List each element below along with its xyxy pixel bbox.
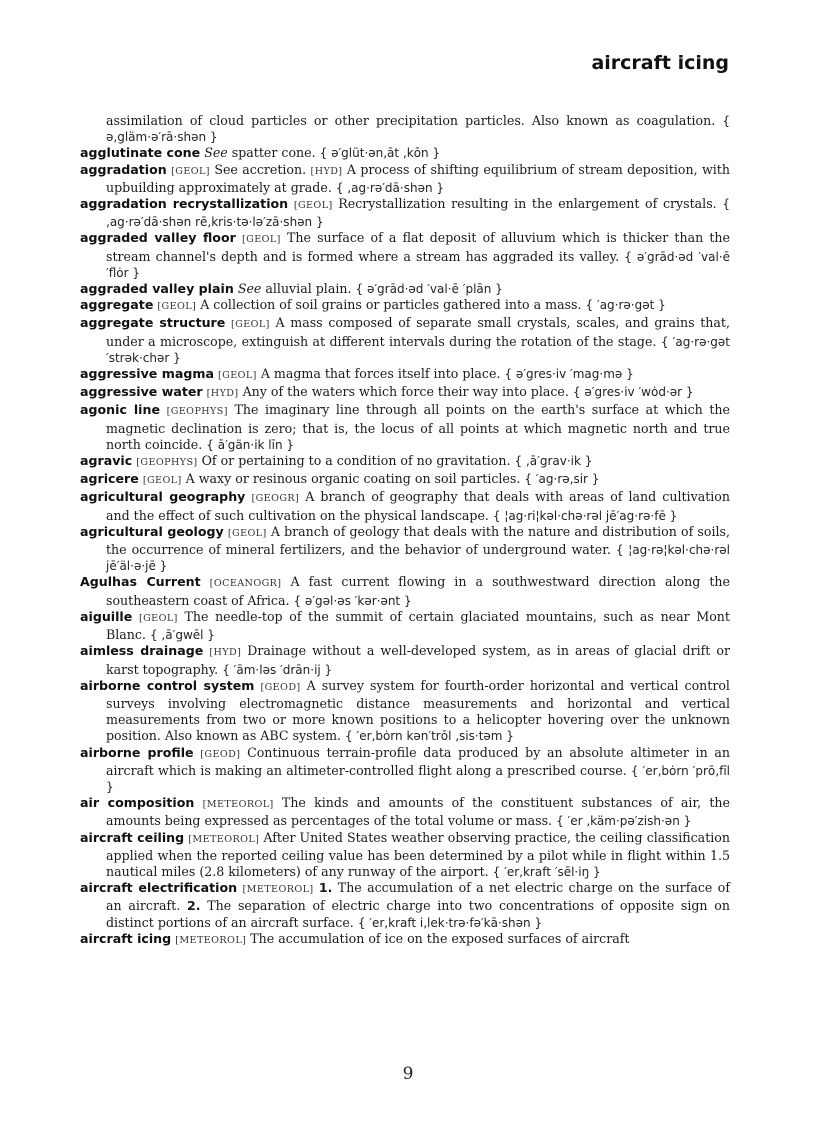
entry-definition: After United States weather observing practice, the ceiling classification applied when the reported ceiling value has been determined by a pilot while in flight within 1.5 nautical miles (2.8 kilometers) of any runway of the airport.	[106, 829, 730, 879]
entry-definition: A survey system for fourth-order horizontal and vertical control surveys involving electromagnetic distance measurements and horizontal and vertical measurements from two or more known positions to a helicopter hovering over the unknown position. Also known as ABC system.	[106, 677, 730, 744]
pronunciation: { ′ām·ləs ′drān·ij }	[222, 662, 333, 677]
pronunciation: { ‚ā′grav·ik }	[514, 454, 593, 469]
dictionary-entry	[80, 643, 730, 677]
field-label: [GEOL]	[218, 370, 257, 382]
field-label: [GEOL]	[242, 234, 281, 246]
dictionary-entry	[80, 471, 730, 489]
entry-definition: Drainage without a well-developed system, as in areas of glacial drift or karst topography.	[106, 643, 730, 677]
field-label: [GEOL]	[293, 200, 333, 212]
headword: aggradation recrystallization	[80, 196, 289, 212]
field-label: [METEOROL]	[175, 934, 247, 946]
pronunciation: { ′ag·rə·gət ′strək·chər }	[106, 334, 731, 365]
pronunciation: { ′er‚kraft ′sēl·iŋ }	[492, 864, 601, 879]
headword: agricultural geography	[80, 489, 246, 505]
dictionary-entry	[80, 281, 730, 297]
entry-definition: Of or pertaining to a condition of no gravitation.	[201, 453, 511, 469]
field-label: [GEOD]	[260, 681, 301, 693]
pronunciation: { ‚ag·rə′dā·shən rē‚kris·tə·lə′zā·shən }	[106, 197, 730, 230]
entry-definition: A magma that forces itself into place.	[260, 366, 501, 382]
dictionary-entry	[80, 453, 730, 471]
entry-definition: The accumulation of ice on the exposed surfaces of aircraft	[250, 930, 630, 946]
headword: Agulhas Current	[80, 574, 201, 590]
entry-definition: A process of shifting equilibrium of stream deposition, with upbuilding approximately at grade.	[106, 161, 730, 195]
headword: aiguille	[80, 608, 133, 624]
headword: aggraded valley plain	[80, 281, 234, 297]
headword: aggressive water	[80, 384, 203, 400]
pronunciation: { ′er ‚käm·pə′zish·ən }	[556, 814, 692, 829]
headword: air composition	[80, 795, 195, 811]
field-label: [HYD]	[209, 647, 242, 659]
field-label: [GEOD]	[200, 748, 241, 760]
entry-definition: See accretion.	[214, 161, 307, 177]
page-number: 9	[402, 1064, 414, 1084]
dictionary-entry	[80, 297, 730, 315]
sense-number: 1.	[318, 880, 333, 896]
headword: aircraft electrification	[80, 880, 238, 896]
field-label: [METEOROL]	[202, 799, 274, 811]
field-label: [HYD]	[206, 388, 239, 400]
pronunciation: { ‚ā′gwēl }	[149, 628, 215, 643]
dictionary-entry	[80, 384, 730, 402]
entry-definition: alluvial plain.	[265, 281, 352, 297]
dictionary-entry	[80, 880, 730, 931]
pronunciation: { ə′glüt·ən‚āt ‚kōn }	[319, 146, 441, 161]
entry-definition: The accumulation of a net electric charge on the surface of an aircraft.	[106, 880, 730, 914]
pronunciation: { ə′gres·iv ′wȯd·ər }	[572, 385, 694, 400]
dictionary-entry	[80, 315, 730, 366]
pronunciation: { ′er‚bȯrn kən′trōl ‚sis·təm }	[345, 729, 514, 744]
headword: aggregate structure	[80, 315, 226, 331]
entry-definition: A collection of soil grains or particles gathered into a mass.	[200, 297, 582, 313]
headword: aircraft ceiling	[80, 829, 185, 845]
dictionary-entry	[80, 574, 730, 608]
headword: agonic line	[80, 402, 160, 418]
headword: agglutinate cone	[80, 145, 201, 161]
pronunciation: { ¦ag·ri¦kəl·chə·rəl jē′ag·rə·fē }	[492, 508, 678, 523]
pronunciation: { ¦ag·rə¦kəl·chə·rəl jē′äl·ə·jē }	[106, 543, 730, 574]
headword: agricere	[80, 471, 139, 487]
entry-definition: Continuous terrain-profile data produced by an absolute altimeter in an aircraft which is making an altimeter-controlled flight along a prescribed course.	[106, 744, 731, 778]
dictionary-entry	[80, 931, 730, 949]
headword: aggregate	[80, 297, 154, 313]
pronunciation: { ′er‚kraft i‚lek·trə·fə′kā·shən }	[357, 915, 543, 930]
dictionary-entry	[80, 830, 730, 881]
field-label: [GEOPHYS]	[136, 457, 198, 469]
field-label: [HYD]	[310, 165, 343, 177]
pronunciation: { ə‚gläm·ə′rā·shən }	[106, 114, 730, 145]
field-label: [GEOL]	[171, 165, 210, 177]
pronunciation: { ′ag·rə‚sir }	[524, 472, 600, 487]
entry-definition: The imaginary line through all points on the earth's surface at which the magnetic declination is zero; that is, the locus of all points at which magnetic north and true north coincide.	[106, 402, 730, 452]
entry-definition: A branch of geography that deals with areas of land cultivation and the effect of such cultivation on the physical landscape.	[106, 489, 730, 523]
headword: agravic	[80, 453, 133, 469]
dictionary-entry	[80, 745, 730, 796]
field-label: [GEOL]	[138, 612, 178, 624]
dictionary-entry	[80, 489, 730, 523]
field-label: [GEOPHYS]	[166, 406, 228, 418]
pronunciation: { ā′gän·ik līn }	[206, 437, 295, 452]
entry-definition: Any of the waters which force their way into place.	[242, 384, 569, 400]
dictionary-entry	[80, 162, 730, 196]
field-label: [GEOGR]	[251, 493, 300, 505]
dictionary-entry	[80, 230, 730, 281]
headword: aggressive magma	[80, 366, 214, 382]
pronunciation: { ′ag·rə·gət }	[585, 298, 666, 313]
entry-definition: The surface of a flat deposit of alluvium which is thicker than the stream channel's depth and is formed where a stream has aggraded its valley.	[106, 230, 730, 264]
entry-definition: The separation of electric charge into two concentrations of opposite sign on distinct portions of an aircraft surface.	[106, 898, 730, 930]
entry-definition: spatter cone.	[231, 145, 316, 161]
field-label: [GEOL]	[142, 475, 182, 487]
entry-definition: assimilation of cloud particles or other precipitation particles. Also known as coagulation.	[106, 113, 716, 128]
dictionary-entry	[80, 609, 730, 643]
headword: aggraded valley floor	[80, 230, 236, 246]
entry-definition: The needle-top of the summit of certain glaciated mountains, such as near Mont Blanc.	[106, 608, 730, 643]
field-label: [OCEANOGR]	[209, 578, 282, 590]
entry-definition: The kinds and amounts of the constituent substances of air, the amounts being expressed as percentages of the total volume or mass.	[106, 795, 730, 829]
dictionary-entry	[80, 145, 730, 161]
dictionary-entries	[80, 113, 730, 949]
entry-definition: A waxy or resinous organic coating on soil particles.	[185, 471, 521, 487]
sense-number: 2.	[186, 898, 201, 914]
dictionary-entry	[80, 402, 730, 453]
field-label: [GEOL]	[227, 527, 267, 539]
headword: aircraft icing	[80, 930, 172, 946]
dictionary-entry	[80, 524, 730, 575]
field-label: [GEOL]	[231, 319, 270, 331]
field-label: [METEOROL]	[188, 833, 260, 845]
dictionary-entry	[80, 366, 730, 384]
pronunciation: { ə′gəl·əs ′kər·ənt }	[293, 593, 412, 608]
headword: aggradation	[80, 161, 167, 177]
headword: agricultural geology	[80, 523, 224, 539]
dictionary-entry	[80, 678, 730, 745]
see-reference: See	[237, 281, 262, 297]
dictionary-entry	[80, 795, 730, 829]
pronunciation: { ′er‚bȯrn ′prō‚fīl }	[106, 763, 730, 794]
continuation-entry	[80, 113, 730, 145]
pronunciation: { ə′gres·iv ′mag·mə }	[504, 367, 634, 382]
entry-definition: A mass composed of separate small crystals, scales, and grains that, under a microscope, extinguish at different intervals during the rotation of the stage.	[106, 315, 730, 349]
entry-definition: A branch of geology that deals with the nature and distribution of soils, the occurrence of mineral fertilizers, and the behavior of underground water.	[106, 523, 730, 558]
headword: airborne control system	[80, 677, 255, 693]
headword: aimless drainage	[80, 643, 204, 659]
field-label: [METEOROL]	[242, 884, 314, 896]
dictionary-entry	[80, 196, 730, 230]
running-header: aircraft icing	[591, 52, 729, 74]
pronunciation: { ə′grād·əd ′val·ē ′plān }	[355, 282, 503, 297]
pronunciation: { ə′grād·əd ′val·ē ′flȯr }	[106, 249, 730, 280]
entry-definition: A fast current flowing in a southwestward direction along the southeastern coast of Africa.	[106, 574, 730, 608]
headword: airborne profile	[80, 744, 194, 760]
field-label: [GEOL]	[157, 301, 197, 313]
see-reference: See	[204, 145, 228, 161]
entry-list	[80, 145, 730, 949]
entry-definition: Recrystallization resulting in the enlargement of crystals.	[338, 196, 717, 212]
pronunciation: { ‚ag·rə′dā·shən }	[335, 180, 445, 195]
